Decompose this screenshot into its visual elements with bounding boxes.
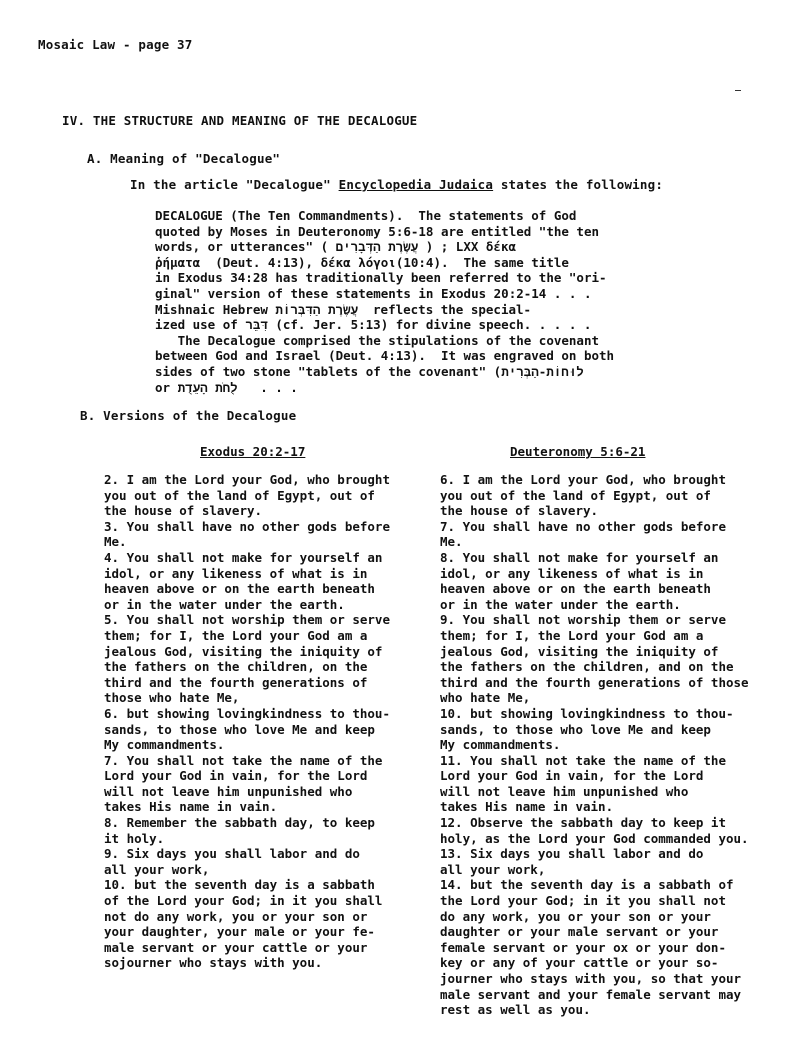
- exodus-line: takes His name in vain.: [104, 799, 278, 815]
- quote-line: between God and Israel (Deut. 4:13). It was engraved on both: [155, 348, 615, 364]
- deuteronomy-line: takes His name in vain.: [440, 799, 614, 815]
- exodus-line: third and the fourth generations of: [104, 674, 368, 690]
- deuteronomy-line: 11. You shall not take the name of the: [440, 752, 726, 768]
- deuteronomy-line: idol, or any likeness of what is in: [440, 565, 704, 581]
- exodus-line: 9. Six days you shall labor and do: [104, 846, 360, 862]
- deuteronomy-line: the Lord your God; in it you shall not: [440, 893, 726, 909]
- deuteronomy-line: them; for I, the Lord your God am a: [440, 627, 704, 643]
- exodus-line: My commandments.: [104, 737, 225, 753]
- deuteronomy-line: rest as well as you.: [440, 1002, 591, 1018]
- intro-paragraph: [130, 177, 663, 193]
- deuteronomy-line: daughter or your male servant or your: [440, 924, 719, 940]
- deuteronomy-line: 8. You shall not make for yourself an: [440, 549, 719, 565]
- deuteronomy-line: Me.: [440, 534, 463, 550]
- quote-line: ῥήματα (Deut. 4:13), δέκα λόγοι(10:4). The same title: [155, 254, 569, 270]
- deuteronomy-line: the fathers on the children, and on the: [440, 659, 734, 675]
- deuteronomy-line: 7. You shall have no other gods before: [440, 518, 726, 534]
- deuteronomy-line: sands, to those who love Me and keep: [440, 721, 711, 737]
- deuteronomy-line: male servant and your female servant may: [440, 986, 742, 1002]
- exodus-line: the house of slavery.: [104, 503, 263, 519]
- quote-line: quoted by Moses in Deuteronomy 5:6-18 are entitled "the ten: [155, 223, 600, 239]
- deuteronomy-line: do any work, you or your son or your: [440, 908, 711, 924]
- exodus-line: those who hate Me,: [104, 690, 240, 706]
- subsection-a-title: A. Meaning of "Decalogue": [87, 151, 281, 166]
- exodus-line: Me.: [104, 534, 127, 550]
- deuteronomy-line: 12. Observe the sabbath day to keep it: [440, 815, 726, 831]
- quote-line: sides of two stone "tablets of the covenant" (לוּחוֹת-הַבְּרִית: [155, 363, 584, 379]
- deuteronomy-line: will not leave him unpunished who: [440, 783, 689, 799]
- quote-line: ized use of דִּבֵּר (cf. Jer. 5:13) for divine speech. . . . .: [155, 317, 592, 333]
- deuteronomy-line: third and the fourth generations of those: [440, 674, 749, 690]
- exodus-line: Lord your God in vain, for the Lord: [104, 768, 368, 784]
- exodus-line: jealous God, visiting the iniquity of: [104, 643, 383, 659]
- exodus-line: 6. but showing lovingkindness to thou-: [104, 705, 390, 721]
- deuteronomy-column: [440, 472, 760, 1018]
- quote-line: ginal" version of these statements in Exodus 20:2-14 . . .: [155, 285, 592, 301]
- deuteronomy-line: 6. I am the Lord your God, who brought: [440, 472, 726, 487]
- exodus-line: sands, to those who love Me and keep: [104, 721, 375, 737]
- exodus-line: of the Lord your God; in it you shall: [104, 893, 383, 909]
- deuteronomy-line: 14. but the seventh day is a sabbath of: [440, 877, 734, 893]
- quote-line: or לֻחֹת הָעֵדֻת . . .: [155, 379, 298, 395]
- deuteronomy-line: Lord your God in vain, for the Lord: [440, 768, 704, 784]
- quote-line: Mishnaic Hebrew עֲשֶׂרֶת הַדִּבְּרוֹת reflects the special-: [155, 301, 532, 317]
- intro-pre: In the article "Decalogue": [130, 177, 339, 192]
- exodus-line: male servant or your cattle or your: [104, 939, 368, 955]
- deuteronomy-line: female servant or your ox or your don-: [440, 939, 726, 955]
- deuteronomy-line: 10. but showing lovingkindness to thou-: [440, 705, 734, 721]
- deuteronomy-line: key or any of your cattle or your so-: [440, 955, 719, 971]
- deuteronomy-line: holy, as the Lord your God commanded you.: [440, 830, 749, 846]
- intro-post: states the following:: [493, 177, 664, 192]
- exodus-line: it holy.: [104, 830, 165, 846]
- quote-line: DECALOGUE (The Ten Commandments). The statements of God: [155, 208, 577, 223]
- quote-line: words, or utterances" ( עֲשֶׂרֶת הַדְּבָרִים ) ; LXX δέκα: [155, 239, 517, 255]
- exodus-line: 7. You shall not take the name of the: [104, 752, 383, 768]
- deuteronomy-line: My commandments.: [440, 737, 561, 753]
- exodus-line: 5. You shall not worship them or serve: [104, 612, 390, 628]
- exodus-line: 2. I am the Lord your God, who brought: [104, 472, 390, 487]
- exodus-line: all your work,: [104, 861, 210, 877]
- deuteronomy-line: or in the water under the earth.: [440, 596, 681, 612]
- deuteronomy-line: the house of slavery.: [440, 503, 599, 519]
- exodus-line: sojourner who stays with you.: [104, 955, 323, 971]
- deuteronomy-line: heaven above or on the earth beneath: [440, 581, 711, 597]
- exodus-line: you out of the land of Egypt, out of: [104, 487, 375, 503]
- deuteronomy-heading: Deuteronomy 5:6-21: [510, 444, 646, 459]
- deuteronomy-line: journer who stays with you, so that your: [440, 971, 742, 986]
- quote-line: The Decalogue comprised the stipulations of the covenant: [155, 332, 600, 348]
- exodus-line: 10. but the seventh day is a sabbath: [104, 877, 375, 893]
- exodus-line: 4. You shall not make for yourself an: [104, 549, 383, 565]
- exodus-line: 8. Remember the sabbath day, to keep: [104, 815, 375, 831]
- exodus-line: 3. You shall have no other gods before: [104, 518, 390, 534]
- intro-source-title: Encyclopedia Judaica: [338, 177, 494, 192]
- exodus-line: the fathers on the children, on the: [104, 659, 368, 675]
- exodus-line: or in the water under the earth.: [104, 596, 345, 612]
- quote-line: in Exodus 34:28 has traditionally been referred to the "ori-: [155, 270, 607, 286]
- exodus-line: idol, or any likeness of what is in: [104, 565, 368, 581]
- exodus-heading: Exodus 20:2-17: [200, 444, 306, 459]
- block-quote: [155, 208, 640, 395]
- deuteronomy-line: 13. Six days you shall labor and do: [440, 846, 704, 862]
- section-title: IV. THE STRUCTURE AND MEANING OF THE DECALOGUE: [62, 113, 418, 128]
- exodus-line: them; for I, the Lord your God am a: [104, 627, 368, 643]
- exodus-line: your daughter, your male or your fe-: [104, 924, 375, 940]
- exodus-line: will not leave him unpunished who: [104, 783, 353, 799]
- deuteronomy-line: all your work,: [440, 861, 546, 877]
- deuteronomy-line: 9. You shall not worship them or serve: [440, 612, 726, 628]
- exodus-line: not do any work, you or your son or: [104, 908, 368, 924]
- subsection-b-title: B. Versions of the Decalogue: [80, 408, 297, 423]
- stray-mark: [735, 90, 741, 91]
- exodus-line: heaven above or on the earth beneath: [104, 581, 375, 597]
- deuteronomy-line: you out of the land of Egypt, out of: [440, 487, 711, 503]
- running-head: Mosaic Law - page 37: [38, 37, 193, 52]
- deuteronomy-line: jealous God, visiting the iniquity of: [440, 643, 719, 659]
- exodus-column: [104, 472, 414, 971]
- deuteronomy-line: who hate Me,: [440, 690, 531, 706]
